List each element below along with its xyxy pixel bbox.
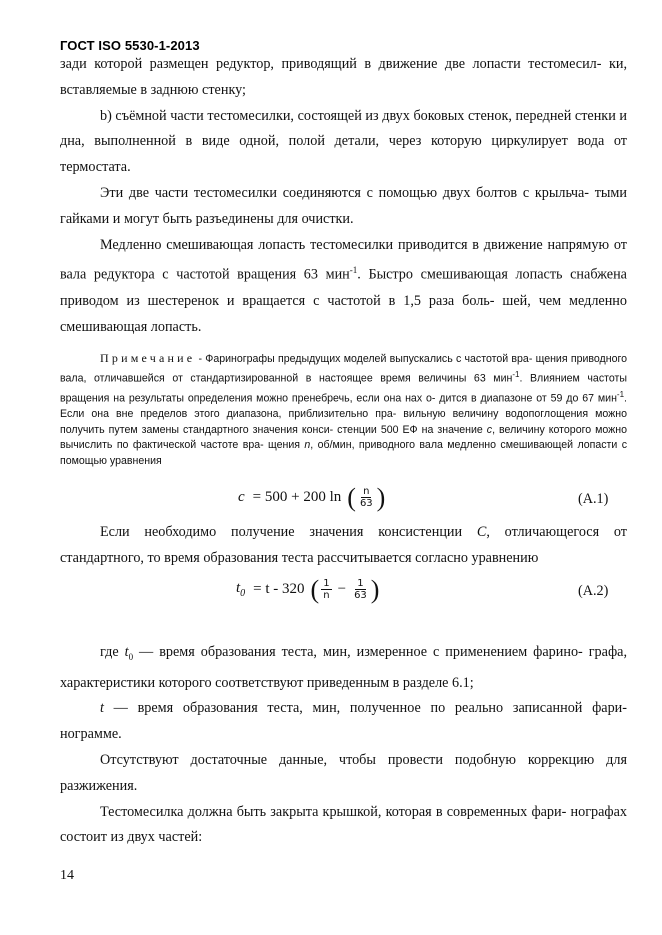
where-var: t (124, 644, 129, 660)
where-t-var: t (100, 700, 104, 717)
formula-a1 (238, 482, 386, 512)
note-text-5: , об/мин, приводного вала медленно смешивающей лопасти с помощью уравнения (60, 439, 627, 467)
formula-a2-numerator-1: 1 (323, 578, 330, 589)
paragraph-5-block (60, 520, 627, 572)
paragraph-5-var: C (476, 524, 487, 540)
formula-a1-numerator: n (363, 486, 370, 497)
paragraph-6: Отсутствуют достаточные данные, чтобы провести подобную коррекцию для разжижения. (60, 752, 627, 794)
formula-a1-denominator: 63 (359, 498, 373, 509)
where-paragraph (60, 640, 627, 696)
paragraph-5 (60, 520, 627, 572)
formula-a2-denominator-1: n (323, 590, 330, 601)
note-var-c: с (486, 423, 493, 436)
formula-a2-rhs: = t - 320 (253, 581, 305, 597)
where-sub: 0 (128, 651, 134, 662)
main-text-top (60, 52, 627, 341)
where-text-a: где (100, 644, 125, 660)
formula-a2-lhs-t: t (236, 580, 241, 596)
formula-a1-rhs: = 500 + 200 ln (252, 489, 342, 505)
where-text-b: — время образования теста, мин, измеренное с применением фарино- графа, характеристики которого соответствуют приведенным в разделе 6.1; (60, 644, 627, 691)
paragraph-4-text-a: Медленно смешивающая лопасть тестомесилки приводится в движение напрямую от вала редуктора с частотой вращения 63 мин (60, 236, 627, 284)
formula-a1-close-paren: ) (376, 482, 386, 512)
paragraph-4-sup: -1 (349, 265, 358, 276)
note-text-4: , величину которого можно вычислить по фактической частоте вра- щения (60, 423, 627, 452)
note-sup-1: -1 (512, 370, 520, 380)
formula-a1-lhs: c (238, 489, 245, 505)
note-block (60, 351, 627, 469)
formula-a2-numerator-2: 1 (357, 578, 364, 589)
formula-a2-open-paren: ( (310, 574, 320, 604)
where-t-text: — время образования теста, мин, полученное по реально записанной фари- нограмме. (60, 700, 627, 743)
paragraph-5-text-a: Если необходимо получение значения консистенции (100, 524, 477, 540)
page-number: 14 (60, 868, 74, 883)
formula-a2-close-paren: ) (370, 574, 380, 604)
formula-a2-lhs-sub: 0 (240, 588, 246, 599)
formula-a1-open-paren: ( (347, 482, 356, 512)
formula-a2-denominator-2: 63 (354, 590, 367, 601)
formula-a2 (236, 574, 380, 604)
note-text-3: . Если она вне пределов этого диапазона, приблизительно пра- вильную величину водопоглощения можно получить путем замены стандартного значения конси- стенции 500 ЕФ на значение (60, 392, 627, 436)
paragraph-7: Тестомесилка должна быть закрыта крышкой, которая в современных фари- нографах состоит из двух частей: (60, 803, 627, 846)
note-text-2: . Влиянием частоты вращения на результаты определения можно пренебречь, если она нах о- дится в диапазоне от 59 до 67 мин (60, 372, 627, 405)
paragraph-4-text-b: . Быстро смешивающая лопасть снабжена приводом из шестеренок и вращается с частотой в 1,5 раза боль- шей, чем медленно смешивающая лопасть. (60, 267, 627, 335)
paragraph-1: зади которой размещен редуктор, приводящий в движение две лопасти тестомесил- ки, вставляемые в заднюю стенку; (60, 56, 627, 98)
where-t-paragraph (60, 696, 627, 748)
note-label: Примечание (100, 351, 196, 365)
formula-a2-minus: − (337, 581, 347, 597)
formula-a2-fraction-2 (352, 578, 369, 601)
document-header: ГОСТ ISO 5530-1-2013 (60, 38, 200, 53)
note-sup-2: -1 (616, 390, 625, 400)
note-text-1: - Фаринографы предыдущих моделей выпускались с частотой вра- щения приводного вала, отличавшейся от стандартизированной в настоящее время величины 63 мин (60, 353, 627, 385)
formula-a1-fraction (358, 486, 375, 509)
formula-a1-number: (A.1) (578, 491, 609, 507)
paragraph-2: b) съёмной части тестомесилки, состоящей из двух боковых стенок, передней стенки и дна, выполненной в виде одной, полой детали, через которую циркулирует вода от термостата. (60, 107, 627, 176)
formula-a2-fraction-1 (321, 578, 331, 601)
paragraph-3: Эти две части тестомесилки соединяются с помощью двух болтов с крыльча- тыми гайками и могут быть разъединены для очистки. (60, 184, 627, 227)
paragraph-5-text-b: , отличающегося от стандартного, то время образования теста рассчитывается согласно уравнению (60, 524, 627, 566)
paragraph-4 (60, 233, 627, 341)
main-text-bottom (60, 640, 627, 851)
note-var-n: n (304, 439, 311, 452)
formula-a2-number: (A.2) (578, 583, 609, 599)
formula-a2-lhs (236, 580, 245, 599)
